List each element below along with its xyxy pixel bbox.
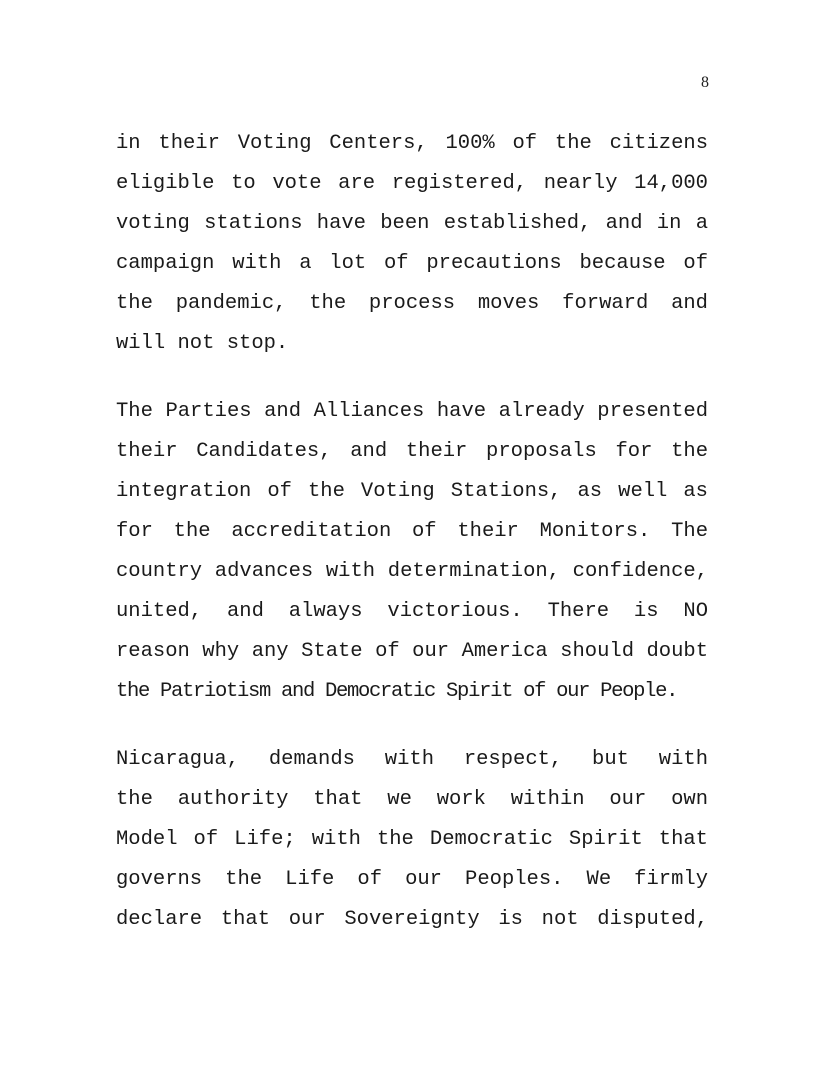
text-line: governs the Life of our Peoples. We firmly: [116, 868, 708, 891]
text-line: the pandemic, the process moves forward and: [116, 292, 708, 315]
text-line: eligible to vote are registered, nearly 14,000: [116, 172, 708, 195]
text-line: will not stop.: [116, 332, 289, 355]
paragraph-3: [116, 740, 708, 940]
paragraph-2: [116, 392, 708, 712]
text-line: declare that our Sovereignty is not disputed,: [116, 908, 708, 931]
text-line: Model of Life; with the Democratic Spirit that: [116, 828, 708, 851]
text-line: for the accreditation of their Monitors. The: [116, 520, 708, 543]
text-line: their Candidates, and their proposals for the: [116, 440, 708, 463]
text-line: country advances with determination, confidence,: [116, 560, 708, 583]
text-line: reason why any State of our America should doubt: [116, 640, 708, 663]
text-line: Nicaragua, demands with respect, but with: [116, 748, 708, 771]
text-line: in their Voting Centers, 100% of the citizens: [116, 132, 708, 155]
document-body: [116, 124, 708, 940]
paragraph-1: [116, 124, 708, 364]
text-line: The Parties and Alliances have already presented: [116, 400, 708, 423]
text-line: campaign with a lot of precautions because of: [116, 252, 708, 275]
page-number: 8: [701, 74, 709, 91]
paragraph-spacer: [116, 364, 708, 392]
text-line: integration of the Voting Stations, as well as: [116, 480, 708, 503]
paragraph-spacer: [116, 712, 708, 740]
text-line: the Patriotism and Democratic Spirit of our People.: [116, 680, 678, 703]
text-line: the authority that we work within our own: [116, 788, 708, 811]
text-line: voting stations have been established, and in a: [116, 212, 708, 235]
text-line: united, and always victorious. There is NO: [116, 600, 708, 623]
